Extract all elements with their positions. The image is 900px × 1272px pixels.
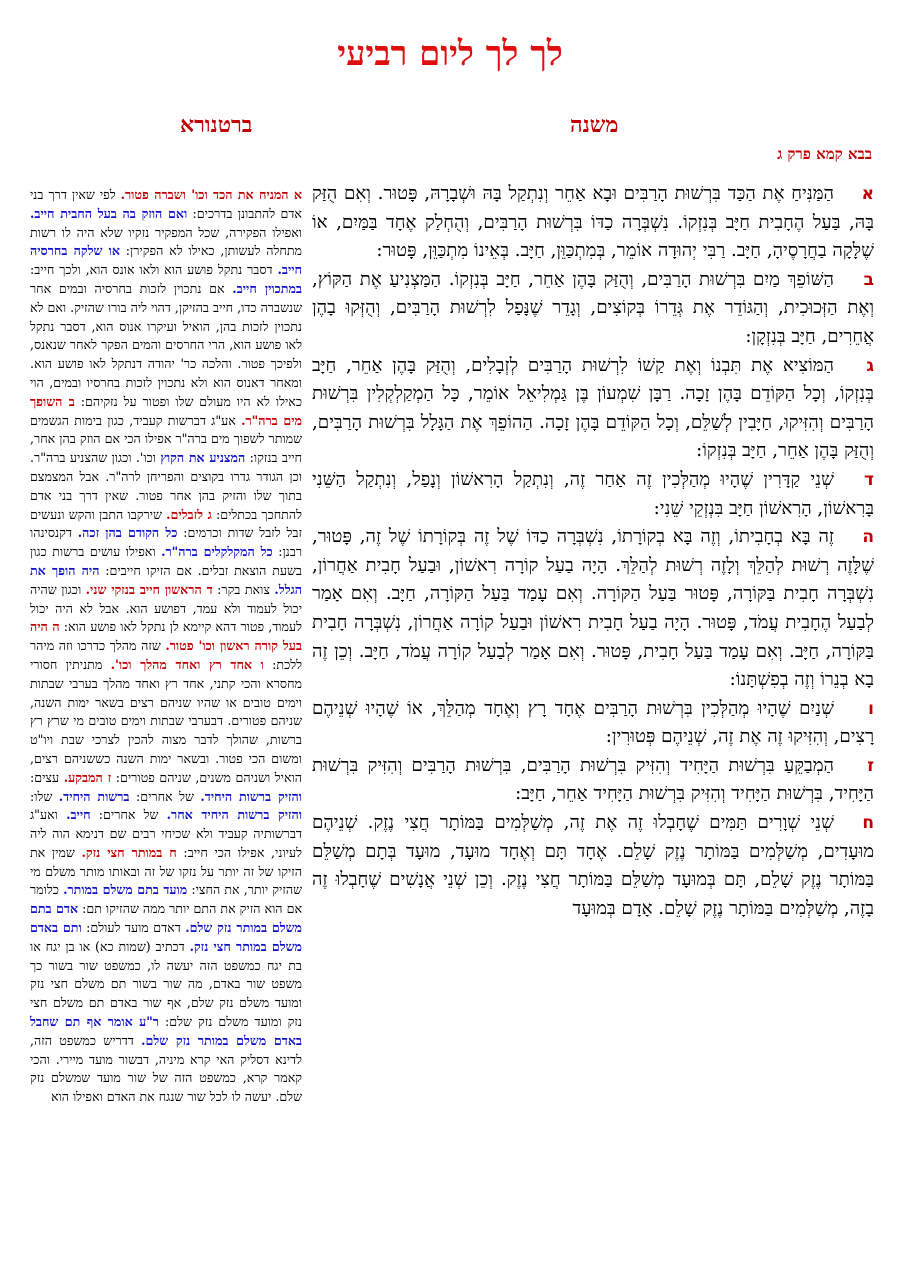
commentary-heading: ב השופך מים ברה"ר.	[30, 393, 302, 428]
commentary-text: שלו:	[30, 788, 59, 804]
commentary-text: אם נתכוין לזכות בחרסיה ובמים אחר שנשברה כדו, חייב בהזיקן, דהוי ליה בורו שהזיק. ואם לא נתכוין לזכות בהן, הואיל ועיקרו אנוס הוא, דסבר נתקל לאו פושע הוא, הרי החרסים והמים הפקר לאחר שנאנס, ולפיכך פטור. והלכה כר' יהודה דנתקל לאו פושע הוא. ומאחר דאנוס הוא ולא נתכוין לזכות בחרסיו ובמים, הוי כאילו לא היו מעולם שלו ופטור על נזקיהם:	[30, 280, 302, 409]
commentary-heading: אדם בתם משלם במותר נזק שלם.	[30, 901, 303, 936]
commentary-heading: כל המקלקלים ברה"ר.	[161, 544, 273, 560]
commentary-text: כלומר אם הוא הזיק את התם יותר ממה שהזיקו תם:	[30, 882, 302, 917]
mishna-paragraph	[312, 466, 874, 523]
commentary-text: צואת בקר:	[212, 581, 275, 597]
mishna-paragraph	[312, 266, 874, 352]
commentary-heading: כל הקודם בהן זכה.	[77, 525, 178, 541]
mishna-number: ו	[868, 698, 874, 719]
commentary-text: שירקבו התבן והקש ונעשים זבל לזבל שדות וכרמים:	[30, 506, 302, 541]
commentary-text: דאדם מועד לעולם:	[81, 920, 186, 936]
mishna-number: א	[861, 184, 874, 204]
commentary-heading: מועד בתם משלם במותר.	[63, 882, 188, 898]
commentary-heading: ר"ע אומר אף תם שחבל באדם משלם במותר נזק שלם.	[30, 1014, 303, 1048]
commentary-text: ואפילו עושים ברשות כגון בשעת הוצאת זבלים. אם הזיקו חייבים:	[30, 544, 302, 578]
mishna-text: הַמּוֹצִיא אֶת תִּבְנוֹ וְאֶת קַשׁוֹ לִרְשׁוּת הָרַבִּים לְזְבָלִים, וְהֻזַּק בָּהֶן אַחֵר, חַיָּב בְּנִזְקוֹ, וְכָל הַקּוֹדֵם בָּהֶן זָכָה. רַבָּן שִׁמְעוֹן בֶּן גַּמְלִיאֵל אוֹמֵר, כָּל הַמְקַלְקְלִין בִּרְשׁוּת הָרַבִּים וְהִזִּיקוּ, חַיָּבִין לְשַׁלֵּם, וְכָל הַקּוֹדֵם בָּהֶן זָכָה. הַהוֹפֵךְ אֶת הַגָּלָל בִּרְשׁוּת הָרַבִּים, וְהֻזַּק בָּהֶן אַחֵר, חַיָּב בְּנִזְקוֹ:	[312, 354, 874, 462]
mishna-paragraph	[312, 523, 874, 695]
commentary-text: שמין את הזיקו של זה יותר על נזקו של זה ובאותו מותר משלם מי שהזיק יותר, את החצי:	[30, 844, 302, 898]
commentary-text: מתניתין חסורי מחסרא והכי קתני, אחד רץ ואחד מהלך בערבי שבתות וימים טובים או שהיו שניהם רצים בשאר ימות השנה, שניהם פטורים. דבערבי שבתות וימים טובים מי שרץ רץ ברשות, שהולך לדבר מצוה להכין לצרכי שבת ויו"ט ומשום הכי פטור. ובשאר ימות השנה כששניהם רצים, הואיל ושניהם משנים, שניהם פטורים:	[30, 656, 302, 785]
commentary-text: ואע"ג דברשותיה קעביד ולא שכיחי רבים שם דנימא הוה ליה לעיוני, אפילו הכי חייב:	[30, 807, 302, 860]
mishna-text-column	[312, 180, 874, 923]
commentary-heading: במתכוין חייב.	[232, 280, 302, 296]
mishna-number: ז	[867, 755, 874, 776]
mishna-text: הַמְבַקֵּעַ בִּרְשׁוּת הַיָּחִיד וְהִזִּיק בִּרְשׁוּת הָרַבִּים, בִּרְשׁוּת הָרַבִּים וְהִזִּיק בִּרְשׁוּת הַיָּחִיד, בִּרְשׁוּת הַיָּחִיד וְהִזִּיק בִּרְשׁוּת הַיָּחִיד אַחֵר, חַיָּב:	[312, 754, 874, 805]
mishna-paragraph	[312, 352, 874, 466]
mishna-text: שְׁנֵי קַדָּרִין שֶׁהָיוּ מְהַלְּכִין זֶה אַחַר זֶה, וְנִתְקַל הָרִאשׁוֹן וְנָפַל, וְנִתְקַל הַשֵּׁנִי בָּרִאשׁוֹן, הָרִאשׁוֹן חַיָּב בִּנְזְקֵי שֵׁנִי:	[312, 468, 874, 519]
commentary-heading: היה הופך את הגלל.	[30, 562, 302, 597]
commentary-text: ואפילו הפקירה, שכל המפקיר נזקיו שלא היה לו רשות מתחלה לעשותן, כאילו לא הפקירן:	[30, 224, 302, 259]
commentary-text: וכו'. וכגון שהצניע ברה"ר. וכן הגודר גדרו בקוצים והפריחן לרה"ר. אבל המצמצם בתוך שלו והזיק בהן אחר פטור. שאין דרך בני אדם להתחכך בכתלים:	[30, 450, 302, 522]
mishna-text: הַשּׁוֹפֵךְ מַיִם בִּרְשׁוּת הָרַבִּים, וְהֻזַּק בָּהֶן אַחֵר, חַיָּב בְּנִזְקוֹ. הַמַּצְנִיעַ אֶת הַקּוֹץ, וְאֶת הַזְּכוּכִית, וְהַגּוֹדֵר אֶת גְּדֵרוֹ בְּקוֹצִים, וְגָדֵר שֶׁנָּפַל לִרְשׁוּת הָרַבִּים, וְהֻזְּקוּ בָהֶן אֲחֵרִים, חַיָּב בְּנִזְקָן:	[312, 268, 874, 347]
commentary-text: דקנסינהו רבנן:	[30, 525, 303, 560]
commentary-heading: ואם הוזק בה בעל החבית חייב.	[30, 205, 188, 221]
commentary-heading: ותם באדם משלם במותר חצי נזק.	[30, 920, 302, 954]
commentary-text: של אחרים:	[129, 788, 201, 804]
mishna-paragraph	[312, 809, 874, 923]
mishna-number: ה	[862, 527, 874, 548]
mishna-paragraph	[312, 695, 874, 752]
commentary-heading: ה היה בעל קורה ראשון וכו' פטור.	[30, 619, 302, 654]
mishna-number: ח	[862, 813, 874, 834]
mishna-column-header: משנה	[570, 112, 619, 138]
commentary-text: דסבר נתקל פושע הוא ולאו אונס הוא, ולכך חייב:	[30, 262, 278, 278]
mishna-number: ג	[866, 355, 874, 376]
commentary-text: וכגון שהיה יכול לעמוד ולא עמד, דפושע הוא. אבל לא היה יכול לעמוד, פטור דהא קיימא לן נתקל לאו פושע הוא:	[30, 581, 302, 635]
commentary-heading: א המניח את הכד וכו' ושברה פטור.	[120, 187, 302, 202]
mishna-paragraph	[312, 752, 874, 809]
commentary-heading: ז המבקע.	[63, 769, 112, 785]
mishna-number: ד	[864, 469, 874, 490]
bartenura-commentary-column	[30, 186, 302, 1107]
commentary-heading: ברשות היחיד.	[58, 788, 130, 804]
mishna-paragraph	[312, 180, 874, 266]
commentary-text: דכתיב (שמות כא) או בן יגח או בת יגח כמשפט הזה יעשה לו, כמשפט שור בשור כך משפט שור באדם, מה שור בשור תם משלם חצי נזק ומועד משלם נזק שלם, אף שור באדם תם משלם חצי נזק ומועד משלם נזק שלם:	[30, 938, 302, 1030]
commentary-text: לפי שאין דרך בני אדם להתבונן בדרכים:	[30, 187, 302, 221]
mishna-text: שְׁנֵי שְׁוָרִים תַּמִּים שֶׁחָבְלוּ זֶה אֶת זֶה, מְשַׁלְּמִים בַּמּוֹתָר חֲצִי נֶזֶק. שְׁנֵיהֶם מוּעָדִים, מְשַׁלְּמִים בַּמּוֹתָר נֶזֶק שָׁלֵם. אֶחָד תָּם וְאֶחָד מוּעָד, מוּעָד בְּתָם מְשַׁלֵּם בַּמּוֹתָר נֶזֶק שָׁלֵם, תָּם בְּמוּעָד מְשַׁלֵּם בַּמּוֹתָר חֲצִי נֶזֶק. וְכֵן שְׁנֵי אֲנָשִׁים שֶׁחָבְלוּ זֶה בָזֶה, מְשַׁלְּמִים בַּמּוֹתָר נֶזֶק שָׁלֵם. אָדָם בְּמוּעָד	[312, 812, 874, 919]
commentary-heading: והזיק ברשות היחיד.	[200, 788, 303, 804]
commentary-text: שזה מהלך כדרכו וזה מיהר ללכת:	[30, 638, 303, 672]
commentary-heading: המצניע את הקוץ	[160, 450, 246, 466]
commentary-heading: והזיק ברשות היחיד אחר.	[166, 807, 303, 823]
commentary-text: אע"ג דברשות קעביד, כגון בימות הגשמים שמותר לשפוך מים ברה"ר אפילו הכי אם הוזק בהן אחר, חייב בנזקו:	[30, 412, 303, 466]
commentary-text: דדריש כמשפט הזה, לדינא דסליק האי קרא מיניה, דבשור מועד מיירי. והכי קאמר קרא, כמשפט הזה של שור מועד שמשלם נזק שלם. יעשה לו לכל שור שנגח את האדם ואפילו הוא	[30, 1032, 302, 1105]
mishna-text: הַמַּנִּיחַ אֶת הַכַּד בִּרְשׁוּת הָרַבִּים וּבָא אַחֵר וְנִתְקַל בָּהּ וּשְׁבָרָהּ, פָּטוּר. וְאִם הֻזַּק בָּהּ, בַּעַל הֶחָבִית חַיָּב בְּנִזְקוֹ. נִשְׁבְּרָה כַדּוֹ בִּרְשׁוּת הָרַבִּים, וְהֻחְלַק אֶחָד בַּמַּיִם, אוֹ שֶׁלָּקָה בַחֲרָסֶיהָ, חַיָּב. רַבִּי יְהוּדָה אוֹמֵר, בְּמִתְכַּוֵּן, חַיָּב. בְּאֵינוֹ מִתְכַּוֵּן, פָּטוּר:	[312, 183, 874, 262]
commentary-heading: ג לזבלים.	[166, 506, 212, 522]
commentary-heading: חייב.	[66, 807, 91, 823]
commentary-heading: ו אחד רץ ואחד מהלך וכו'.	[110, 656, 264, 672]
bartenura-column-header: ברטנורא	[180, 112, 253, 138]
page-title: לך לך ליום רביעי	[337, 34, 563, 74]
commentary-heading: ח במותר חצי נזק.	[81, 844, 177, 860]
mishna-text: זֶה בָּא בְחָבִיתוֹ, וְזֶה בָּא בְקוֹרָתוֹ, נִשְׁבְּרָה כַדּוֹ שֶׁל זֶה בְּקוֹרָתוֹ שֶׁל זֶה, פָּטוּר, שֶׁלָּזֶה רְשׁוּת לְהַלֵּךְ וְלָזֶה רְשׁוּת לְהַלֵּךְ. הָיָה בַעַל קוֹרָה רִאשׁוֹן, וּבַעַל חָבִית אַחֲרוֹן, נִשְׁבְּרָה חָבִית בַּקּוֹרָה, פָּטוּר בַּעַל הַקּוֹרָה. וְאִם עָמַד בַּעַל הַקּוֹרָה, חַיָּב. וְאִם אָמַר לְבַעַל הֶחָבִית עֲמֹד, פָּטוּר. הָיָה בַעַל חָבִית רִאשׁוֹן וּבַעַל קוֹרָה אַחֲרוֹן, נִשְׁבְּרָה חָבִית בַּקּוֹרָה, חַיָּב. וְאִם עָמַד בַּעַל חָבִית, פָּטוּר. וְאִם אָמַר לְבַעַל קוֹרָה עֲמֹד, חַיָּב. וְכֵן זֶה בָא בְנֵרוֹ וְזֶה בְפִשְׁתָּנוֹ:	[312, 526, 874, 691]
mishna-number: ב	[863, 269, 874, 290]
commentary-heading: או שלקה בחרסיה חייב.	[30, 243, 302, 278]
mishna-text: שְׁנַיִם שֶׁהָיוּ מְהַלְּכִין בִּרְשׁוּת הָרַבִּים אֶחָד רָץ וְאֶחָד מְהַלֵּךְ, אוֹ שֶׁהָיוּ שְׁנֵיהֶם רָצִים, וְהִזִּיקוּ זֶה אֶת זֶה, שְׁנֵיהֶם פְּטוּרִין:	[312, 697, 874, 748]
commentary-text: עצים:	[30, 769, 64, 785]
commentary-heading: ד הראשון חייב בנזקי שני.	[85, 581, 213, 597]
commentary-text: של אחרים:	[90, 807, 167, 823]
commentary-paragraph	[30, 186, 302, 1107]
chapter-reference: בבא קמא פרק ג	[777, 145, 872, 163]
